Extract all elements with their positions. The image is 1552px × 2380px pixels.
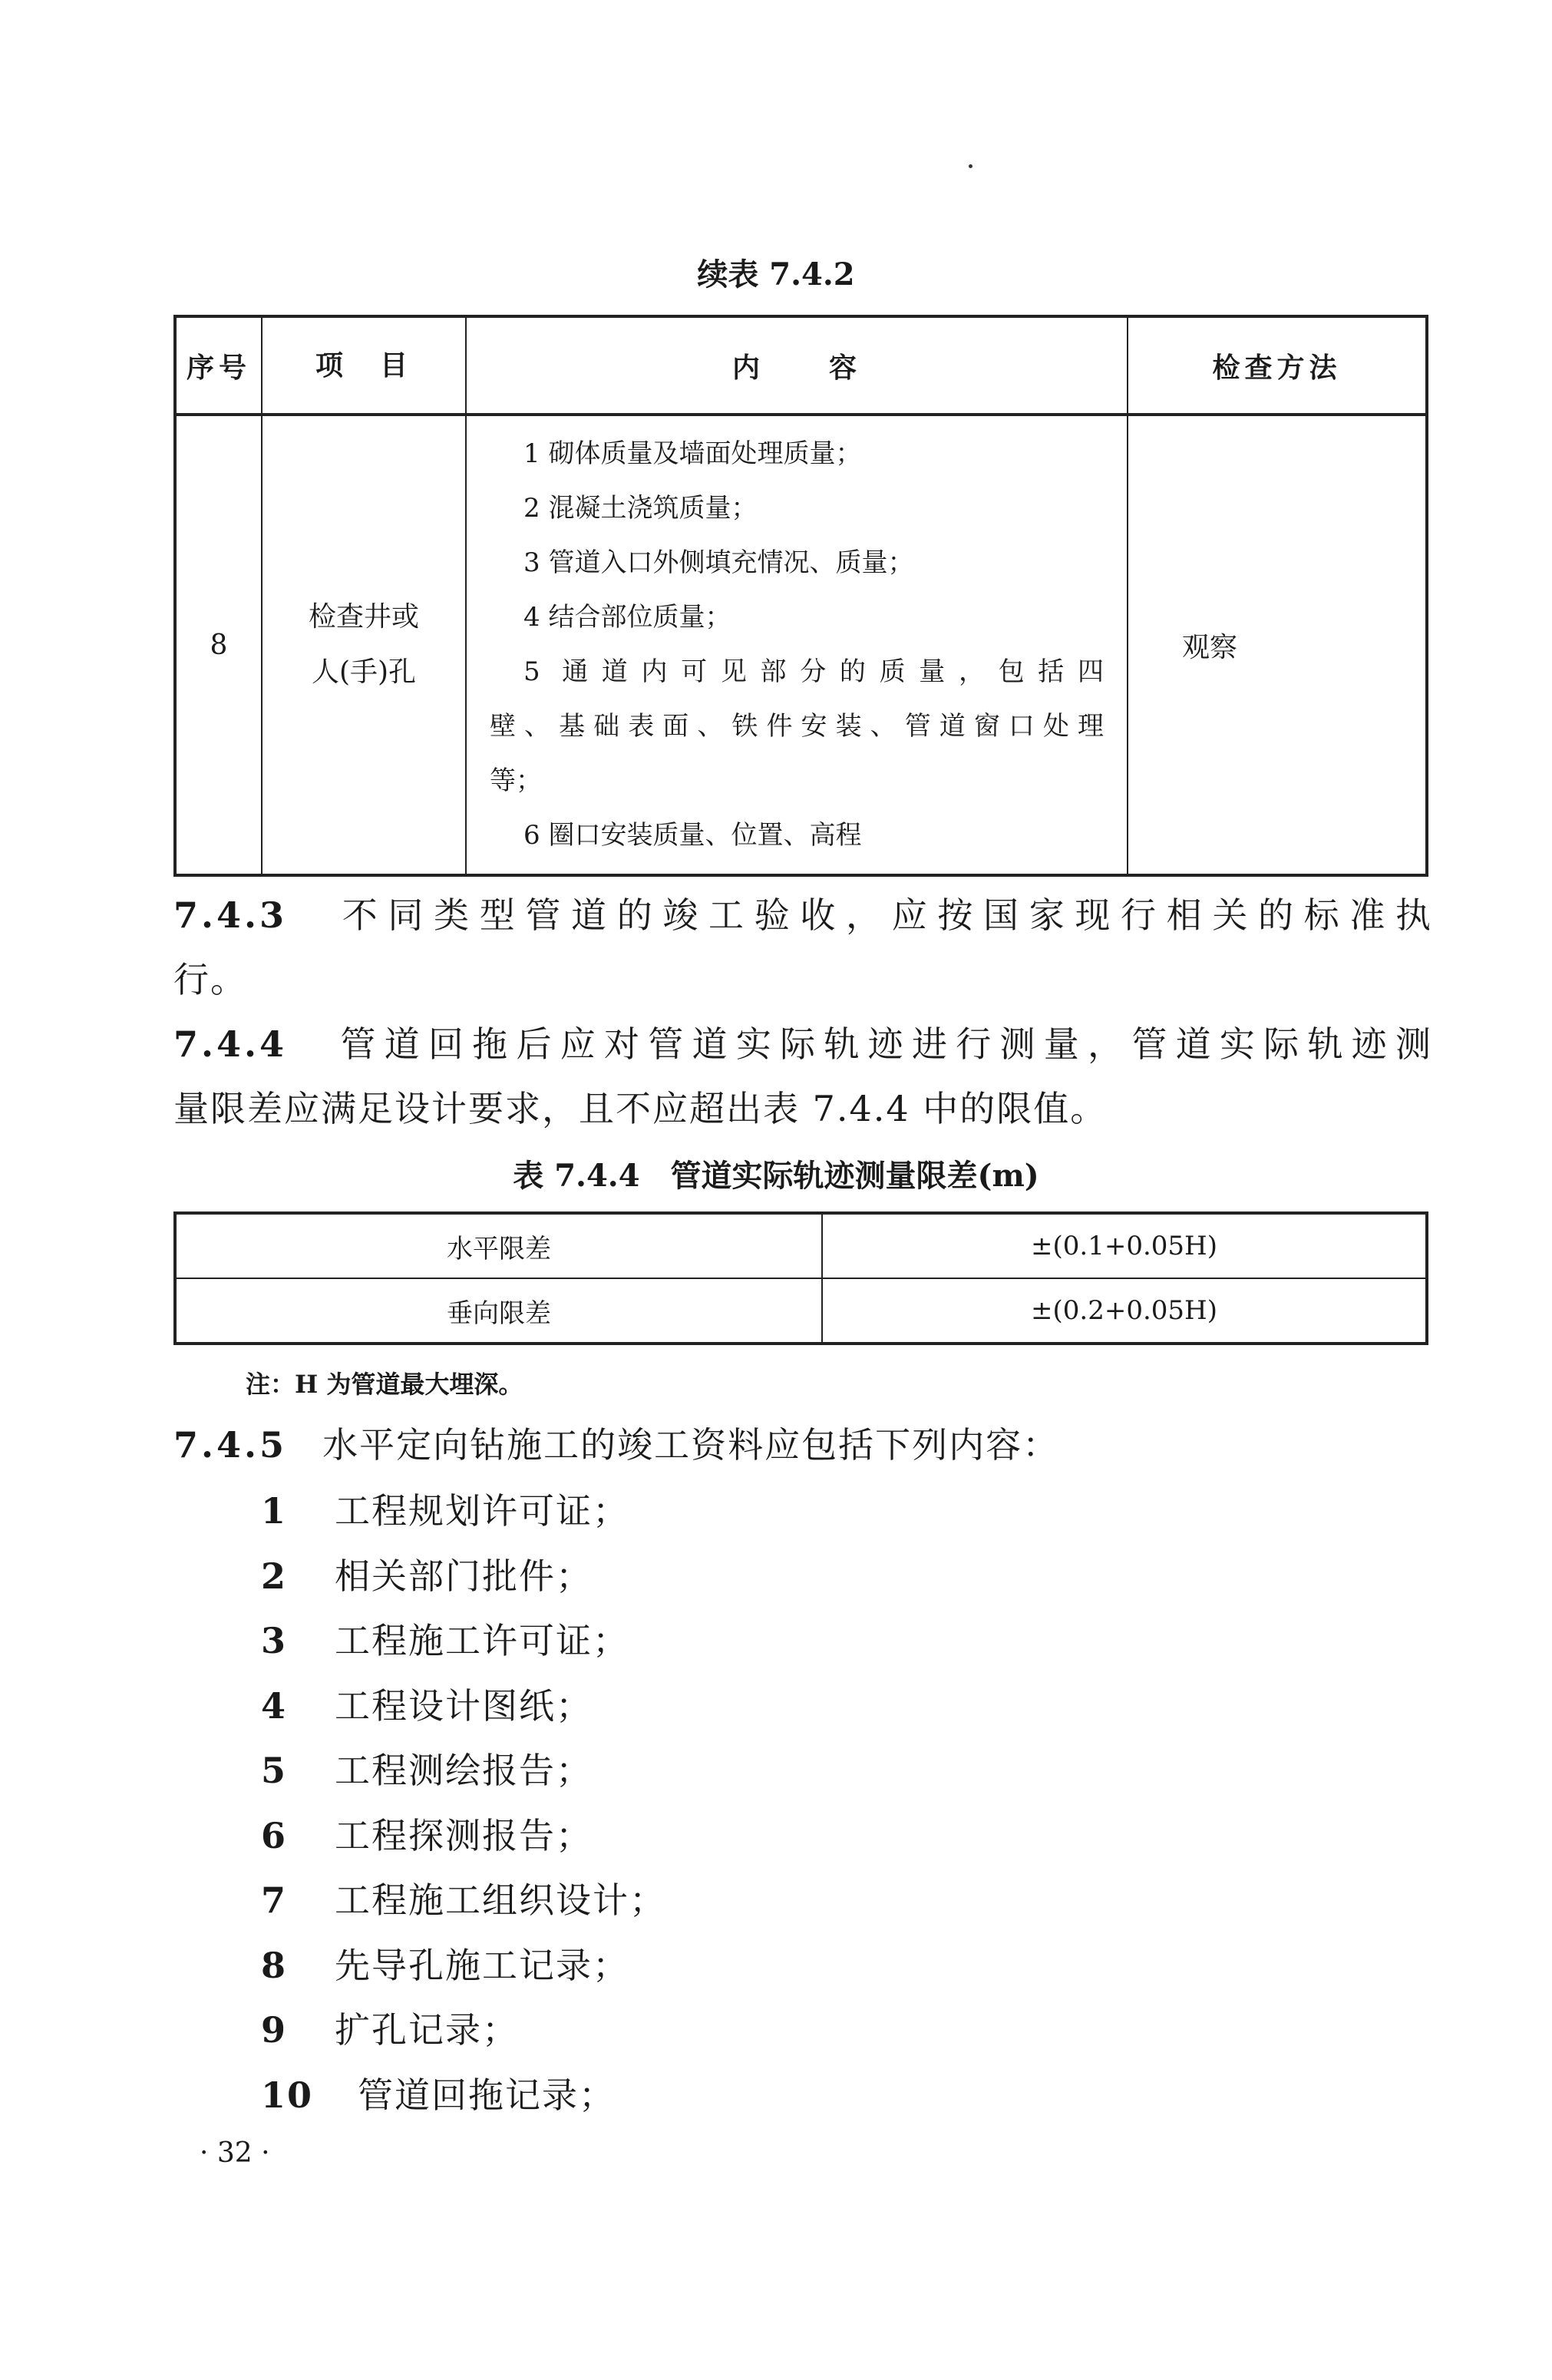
table-header-row [175, 316, 1427, 415]
header-content: 内 容 [466, 316, 1128, 415]
page-number: · 32 · [200, 2137, 270, 2169]
clause-number: 7.4.3 [173, 894, 288, 936]
table-note: 注：H 为管道最大埋深。 [246, 1370, 523, 1399]
table-row [175, 1213, 1427, 1278]
cell-serial: 8 [175, 415, 262, 875]
table-7-4-2-continued [173, 315, 1428, 877]
list-item: 3 工程施工许可证； [261, 1620, 629, 1661]
content-line-7: 等； [490, 765, 542, 796]
content-line-1: 1 砌体质量及墙面处理质量； [523, 438, 862, 469]
completion-documents-list [261, 1479, 666, 2127]
header-item: 项 目 [262, 316, 466, 415]
content-line-8: 6 圈口安装质量、位置、高程 [523, 820, 862, 851]
list-item: 4 工程设计图纸； [261, 1684, 593, 1727]
header-serial: 序号 [175, 316, 262, 415]
speck-mark [969, 164, 972, 168]
clause-7-4-4 [173, 1012, 1432, 1141]
list-item: 9 扩孔记录； [261, 2009, 519, 2051]
row-label: 水平限差 [175, 1213, 822, 1278]
cell-item-line2: 人(手)孔 [311, 656, 417, 688]
list-item: 8 先导孔施工记录； [261, 1944, 629, 1986]
list-item: 10 管道回拖记录； [261, 2074, 616, 2116]
cell-content [466, 415, 1128, 875]
content-line-4: 4 结合部位质量； [523, 602, 731, 633]
cell-item-line1: 检查井或 [308, 601, 419, 633]
clause-text-line1: 不同类型管道的竣工验收，应按国家现行相关的标准执 [333, 894, 1432, 936]
table-7-4-4 [173, 1211, 1428, 1345]
clause-text-line1: 管道回拖后应对管道实际轨迹进行测量，管道实际轨迹测 [333, 1023, 1432, 1065]
clause-number: 7.4.4 [173, 1023, 288, 1065]
clause-text: 水平定向钻施工的竣工资料应包括下列内容： [322, 1424, 1060, 1466]
cell-method: 观察 [1128, 415, 1427, 875]
table-row [175, 415, 1427, 875]
list-item: 2 相关部门批件； [261, 1555, 593, 1597]
table-row [175, 1278, 1427, 1344]
row-value: ±(0.2+0.05H) [822, 1278, 1427, 1344]
header-method: 检查方法 [1128, 316, 1427, 415]
list-item: 5 工程测绘报告； [261, 1750, 593, 1791]
clause-text-line2: 量限差应满足设计要求，且不应超出表 7.4.4 中的限值。 [173, 1088, 1108, 1129]
clause-7-4-5 [173, 1413, 1059, 1477]
continued-table-caption: 续表 7.4.2 [697, 256, 855, 293]
content-line-6: 壁、基础表面、铁件安装、管道窗口处理 [490, 711, 1104, 742]
clause-text-line2: 行。 [173, 959, 247, 1000]
clause-number: 7.4.5 [173, 1424, 288, 1466]
list-item: 6 工程探测报告； [261, 1814, 593, 1856]
cell-item [262, 415, 466, 875]
content-line-3: 3 管道入口外侧填充情况、质量； [523, 547, 914, 578]
content-line-5: 5 通道内可见部分的质量，包括四 [523, 656, 1104, 687]
content-line-2: 2 混凝土浇筑质量； [523, 493, 758, 524]
row-value: ±(0.1+0.05H) [822, 1213, 1427, 1278]
clause-7-4-3 [173, 883, 1432, 1012]
list-item: 1 工程规划许可证； [261, 1490, 629, 1532]
table-7-4-4-caption: 表 7.4.4 管道实际轨迹测量限差(m) [513, 1158, 1039, 1194]
list-item: 7 工程施工组织设计； [261, 1879, 666, 1921]
row-label: 垂向限差 [175, 1278, 822, 1344]
